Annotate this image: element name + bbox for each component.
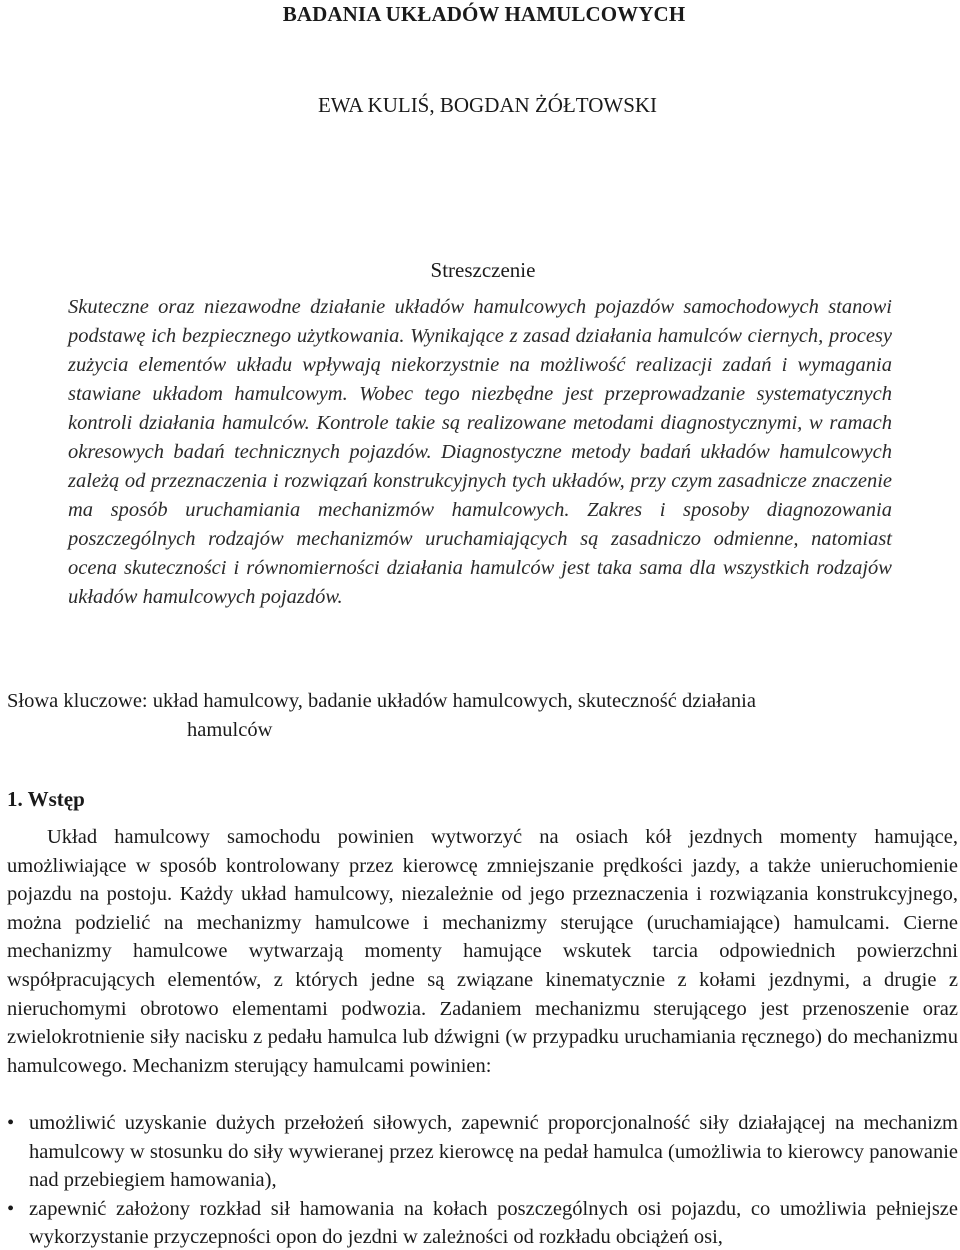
keywords [7,687,947,745]
bullet-icon: • [7,1197,15,1220]
paper-authors: EWA KULIŚ, BOGDAN ŻÓŁTOWSKI [317,93,658,117]
section-heading-introduction: 1. Wstęp [7,787,85,811]
list-item [7,1109,958,1195]
keywords-label: Słowa kluczowe: [7,690,148,712]
bullet-list [7,1109,958,1250]
list-item-text: umożliwić uzyskanie dużych przełożeń siłowych, zapewnić proporcjonalność siły działającej na mechanizm hamulcowy w stosunku do siły wywieranej przez kierowcę na pedał hamulca (umożliwia to kierowcy panowanie nad przebiegiem hamowania), [29,1112,958,1192]
keywords-line-1: układ hamulcowy, badanie układów hamulcowych, skuteczność działania [152,690,756,712]
introduction-paragraph: Układ hamulcowy samochodu powinien wytworzyć na osiach kół jezdnych momenty hamujące, umożliwiające w sposób kontrolowany przez kierowcę zmniejszanie prędkości jazdy, a także unieruchomienie pojazdu na postoju. Każdy układ hamulcowy, niezależnie od jego przeznaczenia i rozwiązania konstrukcyjnego, można podzielić na mechanizmy hamulcowe i mechanizmy sterujące (uruchamiające) hamulcami. Cierne mechanizmy hamulcowe wytwarzają momenty hamujące wskutek tarcia odpowiednich powierzchni współpracujących elementów, z których jedne są związane kinematycznie z kołami jezdnymi, a drugie z nieruchomymi obrotowo elementami podwozia. Zadaniem mechanizmu sterującego jest przenoszenie oraz zwielokrotnienie siły nacisku z pedału hamulca lub dźwigni (w przypadku uruchamiania ręcznego) do mechanizmu hamulcowego. Mechanizm sterujący hamulcami powinien: [7,826,958,1077]
list-item [7,1195,958,1250]
abstract-heading: Streszczenie [430,258,536,282]
keywords-line-2: hamulców [187,719,273,741]
abstract-text: Skuteczne oraz niezawodne działanie układów hamulcowych pojazdów samochodowych stanowi podstawę ich bezpiecznego użytkowania. Wynikające z zasad działania hamulców ciernych, procesy zużycia elementów układu wpływają niekorzystnie na możliwość realizacji zadań i wymagania stawiane układom hamulcowym. Wobec tego niezbędne jest przeprowadzanie systematycznych kontroli działania hamulców. Kontrole takie są realizowane metodami diagnostycznymi, w ramach okresowych badań technicznych pojazdów. Diagnostyczne metody badań układów hamulcowych zależą od przeznaczenia i rozwiązań konstrukcyjnych tych układów, przy czym zasadnicze znaczenie ma sposób uruchamiania mechanizmów hamulcowych. Zakres i sposoby diagnozowania poszczególnych rodzajów mechanizmów uruchamiających są zasadniczo odmienne, natomiast ocena skuteczności i równomierności działania hamulców jest taka sama dla wszystkich rodzajów układów hamulcowych pojazdów. [68,296,892,608]
paper-title: BADANIA UKŁADÓW HAMULCOWYCH [282,2,686,26]
bullet-icon: • [7,1112,15,1134]
list-item-text: zapewnić założony rozkład sił hamowania na kołach poszczególnych osi pojazdu, co umożliwia pełniejsze wykorzystanie przyczepności opon do jezdni w zależności od rozkładu obciążeń osi, [29,1197,958,1249]
